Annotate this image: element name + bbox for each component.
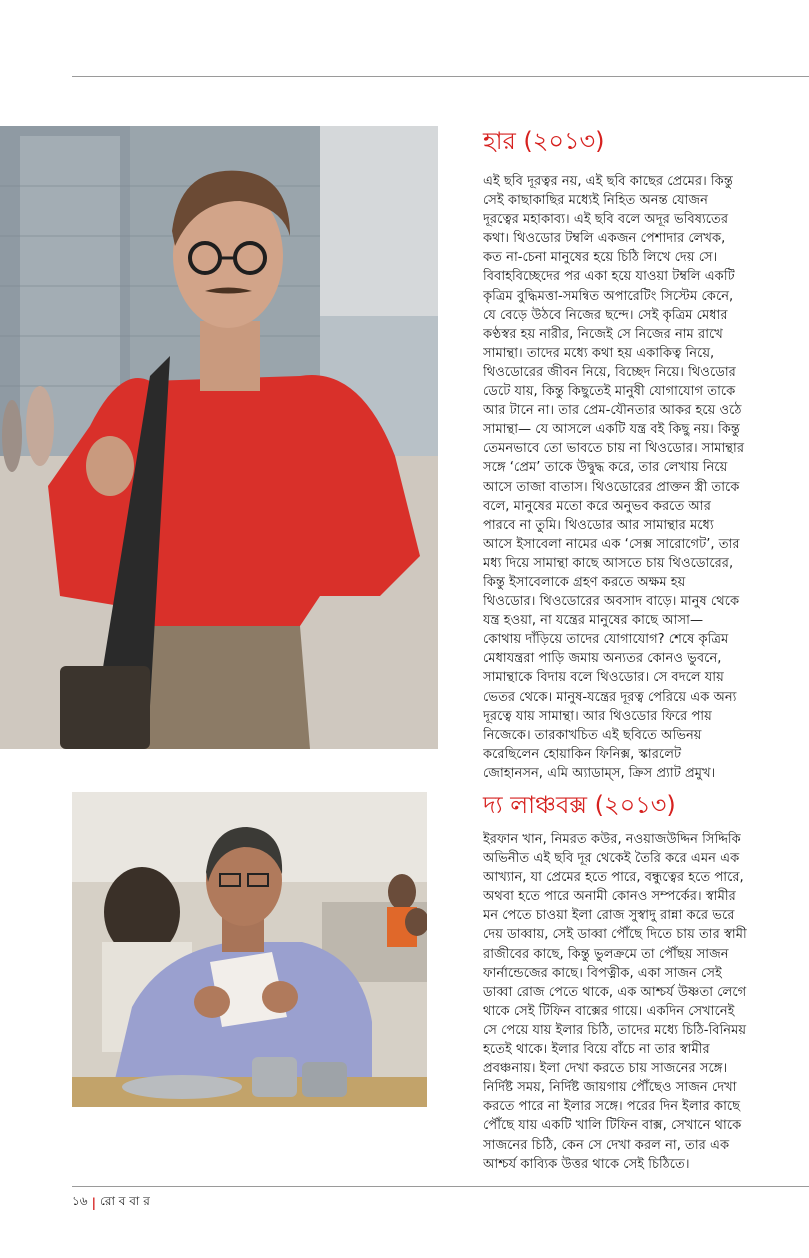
text-line: আসে ইসাবেলা নামের এক ‘সেক্স সারোগেট’, তার (483, 536, 740, 552)
footer-separator: | (91, 1196, 96, 1210)
text-line: জোহানসন, এমি অ্যাডাম্স, ক্রিস প্র্যাট প্রমুখ। (483, 765, 716, 781)
text-line: কত না-চেনা মানুষের হয়ে চিঠি লিখে দেয় সে। (483, 250, 718, 266)
text-line: অভিনীত এই ছবি দূর থেকেই তৈরি করে এমন এক (483, 851, 740, 867)
text-line: কণ্ঠস্বর হয় নারীর, নিজেই সে নিজের নাম রাখে (483, 326, 723, 342)
text-line: মেধাযন্ত্ররা পাড়ি জমায় অন্যতর কোনও ভুবনে, (483, 651, 722, 667)
section-heading-her: হার (২০১৩) (483, 127, 605, 155)
lunchbox-review (483, 790, 805, 1174)
text-line: হতেই থাকে। ইলার বিয়ে বাঁচে না তার স্বামীর (483, 1042, 710, 1058)
text-line: ভেতর থেকে। মানুষ-যন্ত্রের দূরত্ব পেরিয়ে এক অন্য (483, 689, 737, 705)
text-line: অথবা হতে পারে অনামী কোনও সম্পর্কের। স্বামীর (483, 889, 736, 905)
text-line: থাকে সেই টিফিন বাক্সের গায়ে। একদিন সেখানেই (483, 1003, 735, 1019)
her-still-illustration (0, 126, 438, 749)
lunchbox-still-illustration (72, 792, 427, 1107)
page-number: ১৬ (72, 1194, 88, 1208)
her-film-still (0, 126, 438, 749)
text-line: কথা। থিওডোর টম্বলি একজন পেশাদার লেখক, (483, 231, 726, 247)
text-line: ফার্নান্ডেজের কাছে। বিপত্নীক, একা সাজন সেই (483, 965, 722, 981)
section-heading-lunchbox: দ্য লাঞ্চবক্স (২০১৩) (483, 791, 676, 819)
text-line: কৃত্রিম বুদ্ধিমত্তা-সমন্বিত অপারেটিং সিস্টেম কেনে, (483, 288, 734, 304)
text-line: যে বেড়ে উঠবে নিজের ছন্দে। সেই কৃত্রিম মেধার (483, 307, 728, 323)
text-line: বলে, মানুষের মতো করে অনুভব করতে আর (483, 498, 711, 514)
text-line: সেই কাছাকাছির মধ্যেই নিহিত অনন্ত যোজন (483, 193, 708, 209)
lunchbox-film-still (72, 792, 427, 1107)
her-review (483, 126, 805, 783)
text-line: আখ্যান, যা প্রেমের হতে পারে, বন্ধুত্বের হতে পারে, (483, 870, 744, 886)
text-line: ডাব্বা রোজ পেতে থাকে, এক আশ্চর্য উষ্ণতা লেগে (483, 984, 747, 1000)
text-line: রাজীবের কাছে, কিন্তু ভুলক্রমে তা পৌঁছয় সাজন (483, 946, 729, 962)
text-line: ইরফান খান, নিমরত কউর, নওয়াজউদ্দিন সিদ্দিকি (483, 832, 741, 847)
text-line: ডেটে যায়, কিন্তু কিছুতেই মানুষী যোগাযোগ তাকে (483, 384, 736, 400)
text-line: দূরত্বে যায় সামান্থা। আর থিওডোর ফিরে পায় (483, 708, 712, 724)
text-line: সামান্থাকে বিদায় বলে থিওডোর। সে বদলে যায় (483, 670, 724, 686)
text-line: কিন্তু ইসাবেলাকে গ্রহণ করতে অক্ষম হয় (483, 574, 686, 590)
text-line: এই ছবি দূরত্বর নয়, এই ছবি কাছের প্রেমের। কিন্তু (483, 174, 733, 189)
text-line: পারবে না তুমি। থিওডোর আর সামান্থার মধ্যে (483, 517, 714, 533)
lunchbox-review-body (483, 830, 805, 1174)
text-line: আশ্চর্য কাব্যিক উত্তর থাকে সেই চিঠিতে। (483, 1156, 690, 1172)
text-line: আর টানে না। তার প্রেম-যৌনতার আকর হয়ে ওঠে (483, 403, 742, 419)
text-line: সঙ্গে ‘প্রেম’ তাকে উদ্বুদ্ধ করে, তার লেখায় নিয়ে (483, 460, 728, 476)
text-line: সাজনের চিঠি, কেন সে দেখা করল না, তার এক (483, 1137, 730, 1153)
top-rule (72, 76, 809, 77)
text-line: মধ্য দিয়ে সামান্থা কাছে আসতে চায় থিওডোরের, (483, 555, 734, 571)
text-line: পৌঁছে যায় একটি খালি টিফিন বাক্স, সেখানে থাকে (483, 1118, 742, 1134)
text-line: করতে পারে না ইলার সঙ্গে। পরের দিন ইলার কাছে (483, 1099, 741, 1115)
text-line: কোথায় দাঁড়িয়ে তাদের যোগাযোগ? শেষে কৃত্রিম (483, 632, 729, 648)
text-line: প্রবঞ্চনায়। ইলা দেখা করতে চায় সাজনের সঙ্গে। (483, 1061, 728, 1077)
text-line: করেছিলেন হোয়াকিন ফিনিক্স, স্কারলেট (483, 746, 682, 762)
her-review-body (483, 172, 805, 783)
text-line: সে পেয়ে যায় ইলার চিঠি, তাদের মধ্যে চিঠি-বিনিময় (483, 1022, 747, 1038)
text-line: যন্ত্র হওয়া, না যন্ত্রের মানুষের কাছে আসা— (483, 613, 704, 629)
bottom-rule (72, 1186, 809, 1187)
text-line: সামান্থা। তাদের মধ্যে কথা হয় একাকিত্ব নিয়ে, (483, 345, 715, 361)
text-line: নির্দিষ্ট সময়, নির্দিষ্ট জায়গায় পৌঁছেও সাজন দেখা (483, 1080, 737, 1096)
text-line: থিওডোরের জীবন নিয়ে, বিচ্ছেদ নিয়ে। থিওডোর (483, 364, 736, 380)
text-line: দেয় ডাব্বায়, সেই ডাব্বা পৌঁছে দিতে চায় তার স্বামী (483, 927, 747, 943)
text-line: আসে তাজা বাতাস। থিওডোরের প্রাক্তন স্ত্রী তাকে (483, 479, 740, 495)
text-line: তেমনভাবে তো ভাবতে চায় না থিওডোর। সামান্থার (483, 441, 745, 457)
text-line: মন পেতে চাওয়া ইলা রোজ সুস্বাদু রান্না করে ভরে (483, 908, 735, 924)
text-line: সামান্থা— যে আসলে একটি যন্ত্র বই কিছু নয়। কিন্তু (483, 422, 740, 438)
page-footer (72, 1193, 150, 1213)
text-line: নিজেকে। তারকাখচিত এই ছবিতে অভিনয় (483, 727, 702, 743)
magazine-name: রো ব বা র (99, 1194, 150, 1208)
text-line: বিবাহবিচ্ছেদের পর একা হয়ে যাওয়া টম্বলি একটি (483, 269, 735, 285)
text-line: থিওডোর। থিওডোরের অবসাদ বাড়ে। মানুষ থেকে (483, 594, 740, 610)
text-line: দূরত্বের মহাকাব্য। এই ছবি বলে অদূর ভবিষ্যতের (483, 212, 729, 228)
